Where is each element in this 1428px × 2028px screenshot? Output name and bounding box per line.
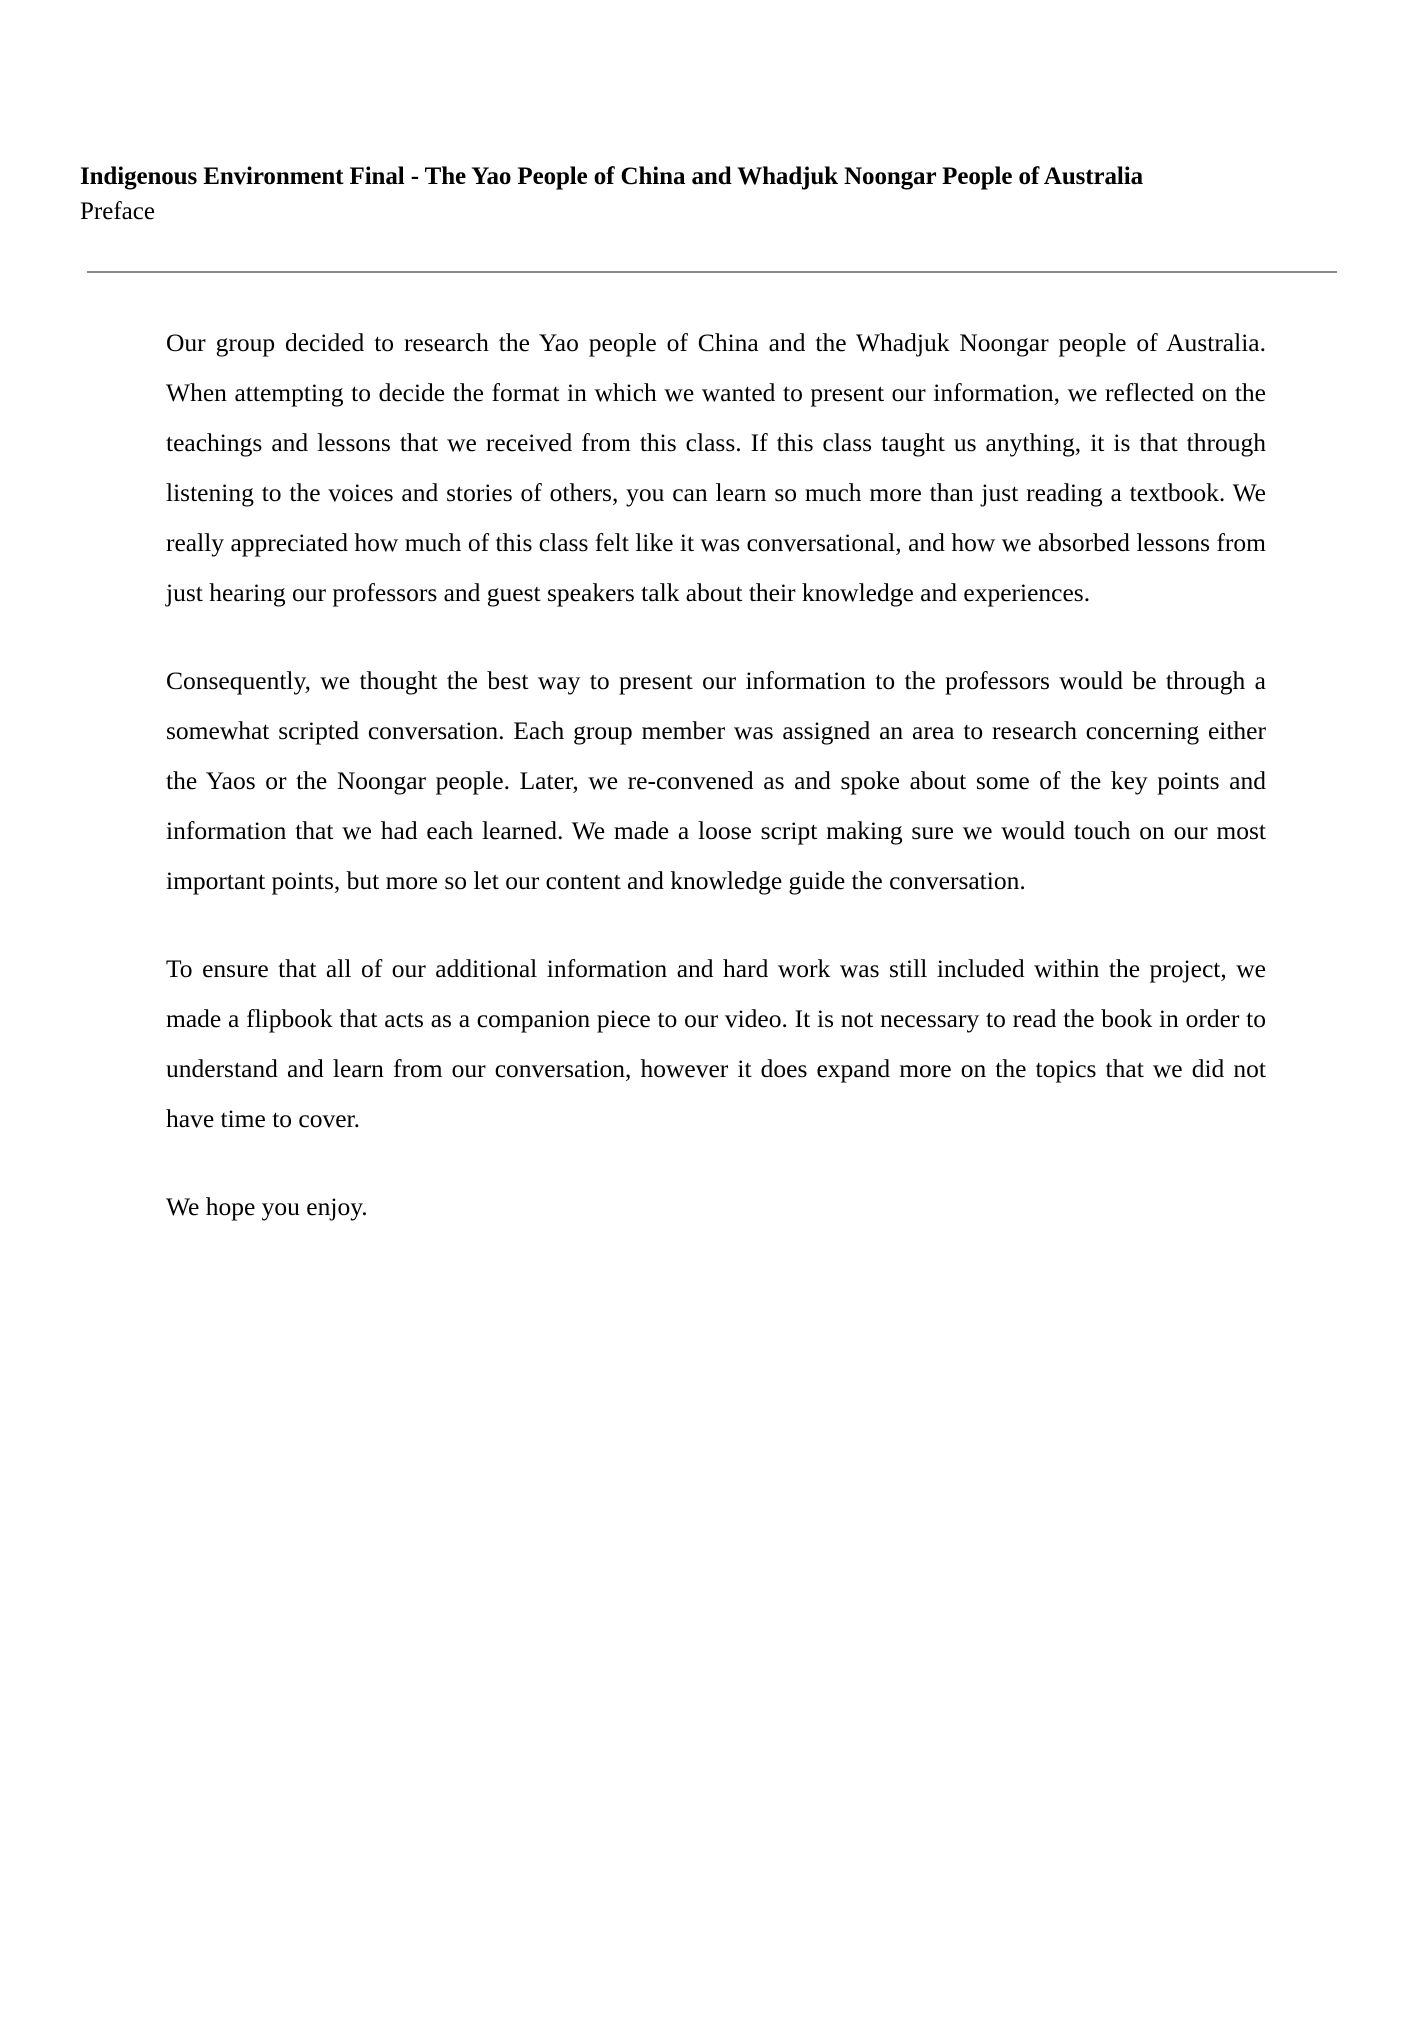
section-subtitle: Preface (80, 198, 155, 225)
body-paragraph: To ensure that all of our additional information and hard work was still included within the project, we made a flipbook that acts as a companion piece to our video. It is not necessary to read the book in order to understand and learn from our conversation, however it does expand more on the topics that we did not have time to cover. (166, 954, 1266, 1133)
body-paragraph-closing: We hope you enjoy. (166, 1192, 368, 1221)
body-paragraph: Consequently, we thought the best way to present our information to the professors would be through a somewhat scripted conversation. Each group member was assigned an area to research concerning either the Yaos or the Noongar people. Later, we re-convened as and spoke about some of the key points and information that we had each learned. We made a loose script making sure we would touch on our most important points, but more so let our content and knowledge guide the conversation. (166, 666, 1266, 895)
document-header (80, 160, 1350, 228)
document-body (166, 318, 1266, 1232)
page-title: Indigenous Environment Final - The Yao People of China and Whadjuk Noongar People of Australia (80, 163, 1144, 190)
body-paragraph: Our group decided to research the Yao people of China and the Whadjuk Noongar people of Australia. When attempting to decide the format in which we wanted to present our information, we reflected on the teachings and lessons that we received from this class. If this class taught us anything, it is that through listening to the voices and stories of others, you can learn so much more than just reading a textbook. We really appreciated how much of this class felt like it was conversational, and how we absorbed lessons from just hearing our professors and guest speakers talk about their knowledge and experiences. (166, 328, 1266, 607)
header-divider (87, 271, 1337, 273)
